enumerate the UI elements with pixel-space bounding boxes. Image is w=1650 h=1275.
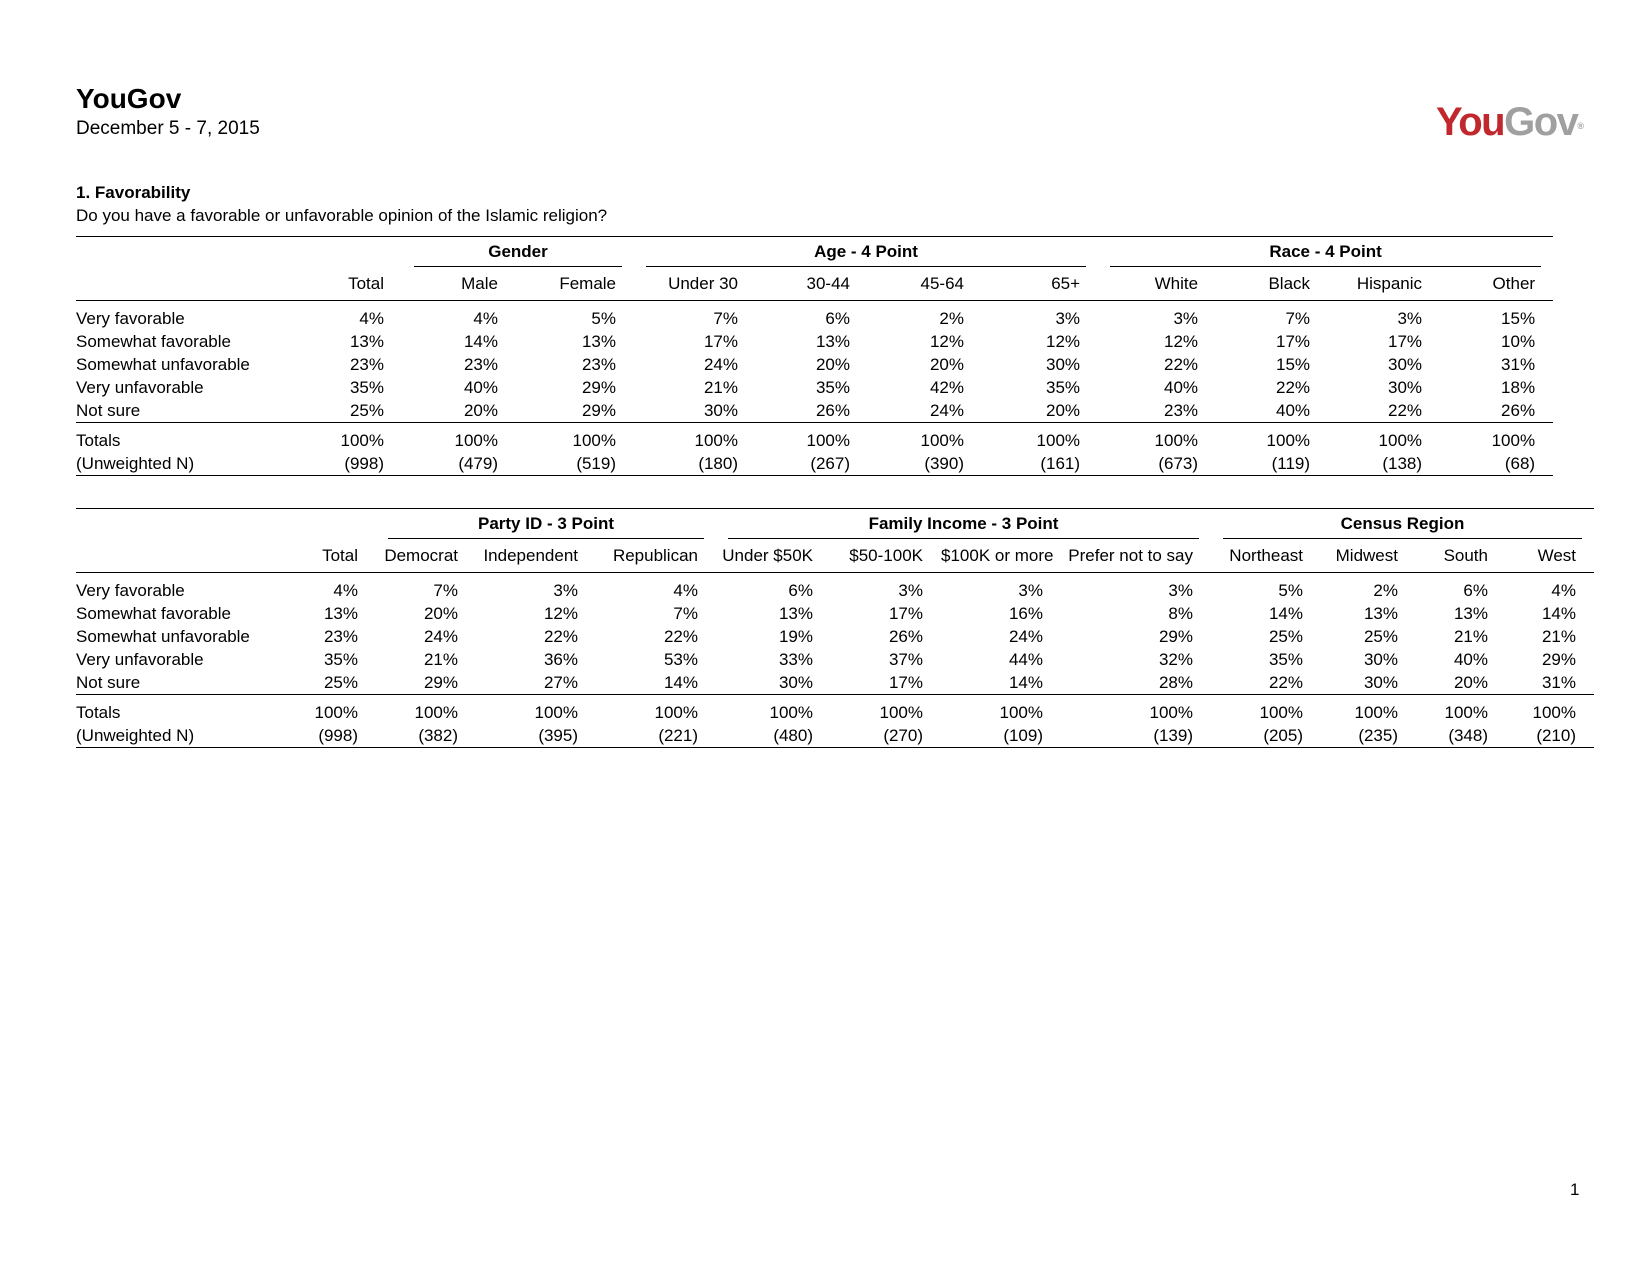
column-header-row (76, 267, 1553, 301)
table-cell: (210) (1506, 724, 1594, 748)
table-cell: 30% (1363, 650, 1398, 669)
table-cell: 26% (1501, 401, 1536, 420)
table-cell: 13% (1453, 604, 1488, 623)
table-cell: 14% (1541, 604, 1576, 623)
table-cell: 12% (1164, 332, 1199, 351)
column-header: Other (1492, 274, 1536, 293)
question-title: 1. Favorability (76, 183, 191, 202)
table-cell: 17% (888, 604, 923, 623)
row-label: Not sure (76, 673, 141, 692)
table-cell: 10% (1501, 332, 1536, 351)
table-cell: (479) (402, 452, 516, 476)
table-cell: 3% (941, 573, 1061, 603)
table-cell: 40% (463, 378, 498, 397)
table-cell: 14% (463, 332, 498, 351)
column-header: Total (348, 274, 384, 293)
column-header: Under 30 (668, 274, 738, 293)
table-cell: 23% (1164, 401, 1199, 420)
column-header: Prefer not to say (1068, 546, 1193, 565)
table-cell: 7% (673, 604, 698, 623)
table-cell: 37% (888, 650, 923, 669)
table-cell: 13% (323, 604, 358, 623)
table-row (76, 376, 1553, 399)
table-cell: 20% (423, 604, 458, 623)
crosstab-table-2 (76, 508, 1594, 748)
table-cell: 100% (982, 423, 1098, 453)
table-cell: (390) (868, 452, 982, 476)
table-cell: 100% (286, 695, 376, 725)
table-cell: 22% (1276, 378, 1311, 397)
table-cell: 20% (929, 355, 964, 374)
column-header: 30-44 (806, 274, 850, 293)
table-cell: 100% (831, 695, 941, 725)
table-cell: 100% (1328, 423, 1440, 453)
table-cell: 23% (463, 355, 498, 374)
column-header: $50-100K (849, 546, 923, 565)
group-header-gender: Gender (402, 237, 634, 268)
table-cell: 12% (1046, 332, 1081, 351)
table-cell: (161) (982, 452, 1098, 476)
table-cell: 18% (1501, 378, 1536, 397)
totals-row (76, 695, 1594, 725)
column-header: Democrat (384, 546, 458, 565)
table-cell: (139) (1061, 724, 1211, 748)
table-cell: 35% (349, 378, 384, 397)
table-cell: 4% (286, 301, 402, 331)
group-header-party: Party ID - 3 Point (376, 509, 716, 540)
table-cell: 13% (581, 332, 616, 351)
table-cell: 22% (1164, 355, 1199, 374)
table-cell: 35% (323, 650, 358, 669)
table-cell: 3% (1098, 301, 1216, 331)
table-cell: 27% (543, 673, 578, 692)
table-cell: 8% (1168, 604, 1193, 623)
table-cell: 24% (423, 627, 458, 646)
table-cell: 19% (778, 627, 813, 646)
table-cell: 17% (703, 332, 738, 351)
table-cell: (348) (1416, 724, 1506, 748)
table-cell: 6% (716, 573, 831, 603)
table-cell: 14% (663, 673, 698, 692)
table-cell: 24% (929, 401, 964, 420)
column-header-row (76, 539, 1594, 573)
row-label: Very favorable (76, 301, 286, 331)
table-cell: 12% (929, 332, 964, 351)
table-cell: 100% (1061, 695, 1211, 725)
column-header: Hispanic (1356, 274, 1423, 293)
table-cell: 16% (1008, 604, 1043, 623)
table-cell: 3% (1061, 573, 1211, 603)
table-cell: 35% (815, 378, 850, 397)
row-label: Very unfavorable (76, 650, 204, 669)
column-header: Male (461, 274, 498, 293)
table-cell: 17% (1388, 332, 1423, 351)
table-cell: 3% (831, 573, 941, 603)
column-header: Black (1268, 274, 1311, 293)
table-cell: 35% (1268, 650, 1303, 669)
table-cell: 21% (1541, 627, 1576, 646)
column-header: Independent (483, 546, 578, 565)
table-cell: (235) (1321, 724, 1416, 748)
table-cell: 7% (634, 301, 756, 331)
table-cell: 14% (1008, 673, 1043, 692)
page-number: 1 (1570, 1180, 1580, 1199)
table-cell: 29% (1158, 627, 1193, 646)
table-cell: 5% (516, 301, 634, 331)
table-cell: 20% (463, 401, 498, 420)
table-cell: 100% (476, 695, 596, 725)
table-cell: 31% (1541, 673, 1576, 692)
table-cell: (395) (476, 724, 596, 748)
table-row (76, 353, 1553, 376)
table-cell: 29% (423, 673, 458, 692)
table-cell: 2% (1321, 573, 1416, 603)
table-cell: 25% (1363, 627, 1398, 646)
table-cell: 30% (778, 673, 813, 692)
table-cell: 7% (1216, 301, 1328, 331)
row-label: (Unweighted N) (76, 452, 286, 476)
table-cell: 23% (349, 355, 384, 374)
row-label: Somewhat favorable (76, 332, 231, 351)
table-cell: 100% (402, 423, 516, 453)
table-cell: 21% (703, 378, 738, 397)
table-cell: 40% (1453, 650, 1488, 669)
table-cell: 7% (376, 573, 476, 603)
table-cell: (673) (1098, 452, 1216, 476)
table-cell: 100% (1321, 695, 1416, 725)
table-cell: 30% (1388, 378, 1423, 397)
table-cell: 100% (1216, 423, 1328, 453)
unweighted-n-row (76, 724, 1594, 748)
table-cell: 13% (815, 332, 850, 351)
question-text: Do you have a favorable or unfavorable opinion of the Islamic religion? (76, 206, 608, 225)
column-header: Republican (612, 546, 698, 565)
totals-row (76, 423, 1553, 453)
report-title: YouGov (76, 83, 182, 114)
table-cell: 100% (716, 695, 831, 725)
table-cell: 25% (1268, 627, 1303, 646)
table-cell: 23% (581, 355, 616, 374)
table-cell: (480) (716, 724, 831, 748)
table-cell: (998) (286, 724, 376, 748)
table-cell: (519) (516, 452, 634, 476)
table-cell: 23% (323, 627, 358, 646)
column-header: Under $50K (722, 546, 813, 565)
table-cell: (119) (1216, 452, 1328, 476)
table-cell: 22% (543, 627, 578, 646)
table-cell: (270) (831, 724, 941, 748)
table-cell: (68) (1440, 452, 1553, 476)
table-cell: 12% (543, 604, 578, 623)
table-cell: 22% (1388, 401, 1423, 420)
table-cell: 100% (941, 695, 1061, 725)
row-label: (Unweighted N) (76, 724, 286, 748)
table-cell: 13% (1363, 604, 1398, 623)
table-cell: 3% (982, 301, 1098, 331)
row-label: Somewhat unfavorable (76, 355, 250, 374)
table-cell: 4% (596, 573, 716, 603)
table-cell: 30% (703, 401, 738, 420)
table-cell: 32% (1158, 650, 1193, 669)
table-cell: 100% (376, 695, 476, 725)
table-cell: 17% (888, 673, 923, 692)
report-date: December 5 - 7, 2015 (76, 118, 260, 139)
table-row (76, 573, 1594, 603)
table-cell: 13% (349, 332, 384, 351)
table-cell: 24% (1008, 627, 1043, 646)
table-cell: 2% (868, 301, 982, 331)
table-cell: 15% (1440, 301, 1553, 331)
table-cell: 100% (634, 423, 756, 453)
table-cell: 5% (1211, 573, 1321, 603)
table-cell: 40% (1164, 378, 1199, 397)
row-label: Somewhat unfavorable (76, 627, 250, 646)
table-cell: 20% (815, 355, 850, 374)
table-row (76, 648, 1594, 671)
table-cell: 100% (1098, 423, 1216, 453)
table-cell: 25% (323, 673, 358, 692)
table-cell: (221) (596, 724, 716, 748)
table-cell: 24% (703, 355, 738, 374)
table-row (76, 301, 1553, 331)
row-label: Not sure (76, 401, 141, 420)
table-cell: 29% (581, 401, 616, 420)
table-row (76, 671, 1594, 695)
group-header-region: Census Region (1211, 509, 1594, 540)
column-header: Northeast (1229, 546, 1303, 565)
table-cell: 15% (1276, 355, 1311, 374)
column-header: Female (559, 274, 616, 293)
table-cell: 100% (1416, 695, 1506, 725)
row-label: Very unfavorable (76, 378, 204, 397)
column-header: West (1537, 546, 1576, 565)
table-cell: 33% (778, 650, 813, 669)
group-header-age: Age - 4 Point (634, 237, 1098, 268)
table-cell: 4% (286, 573, 376, 603)
table-cell: 35% (1046, 378, 1081, 397)
table-cell: (138) (1328, 452, 1440, 476)
table-cell: 36% (543, 650, 578, 669)
table-cell: 25% (349, 401, 384, 420)
table-cell: 42% (929, 378, 964, 397)
table-row (76, 625, 1594, 648)
row-label: Totals (76, 423, 286, 453)
table-cell: 22% (663, 627, 698, 646)
column-header: Total (322, 546, 358, 565)
table-cell: 40% (1276, 401, 1311, 420)
table-cell: 21% (423, 650, 458, 669)
group-header-race: Race - 4 Point (1098, 237, 1553, 268)
table-cell: 100% (1506, 695, 1594, 725)
table-row (76, 330, 1553, 353)
row-label: Very favorable (76, 573, 286, 603)
column-header: 45-64 (920, 274, 964, 293)
table-cell: 100% (286, 423, 402, 453)
table-cell: 44% (1008, 650, 1043, 669)
table-cell: (109) (941, 724, 1061, 748)
column-header: 65+ (1051, 274, 1081, 293)
table-cell: 31% (1501, 355, 1536, 374)
group-header-income: Family Income - 3 Point (716, 509, 1211, 540)
table-cell: 30% (1363, 673, 1398, 692)
table-cell: (998) (286, 452, 402, 476)
table-cell: 17% (1276, 332, 1311, 351)
table-cell: 3% (1328, 301, 1440, 331)
column-header: South (1443, 546, 1488, 565)
table-cell: (382) (376, 724, 476, 748)
table-cell: 4% (402, 301, 516, 331)
table-cell: 100% (1211, 695, 1321, 725)
table-cell: 13% (778, 604, 813, 623)
row-label: Somewhat favorable (76, 604, 231, 623)
table-cell: 53% (663, 650, 698, 669)
table-cell: 20% (1046, 401, 1081, 420)
table-cell: 28% (1158, 673, 1193, 692)
table-cell: 100% (868, 423, 982, 453)
table-cell: 30% (1046, 355, 1081, 374)
table-cell: 21% (1453, 627, 1488, 646)
table-cell: 22% (1268, 673, 1303, 692)
table-cell: 6% (1416, 573, 1506, 603)
table-cell: 20% (1453, 673, 1488, 692)
table-cell: 30% (1388, 355, 1423, 374)
table-cell: 26% (815, 401, 850, 420)
table-cell: (267) (756, 452, 868, 476)
yougov-logo: YouGov® (1436, 100, 1585, 144)
crosstab-table-1 (76, 236, 1553, 476)
table-cell: (180) (634, 452, 756, 476)
column-header: White (1154, 274, 1199, 293)
table-cell: 100% (516, 423, 634, 453)
table-cell: 3% (476, 573, 596, 603)
row-label: Totals (76, 695, 286, 725)
column-header: Midwest (1335, 546, 1398, 565)
table-row (76, 399, 1553, 423)
table-cell: 100% (1440, 423, 1553, 453)
table-cell: 14% (1268, 604, 1303, 623)
table-row (76, 602, 1594, 625)
table-cell: 29% (581, 378, 616, 397)
table-cell: 100% (596, 695, 716, 725)
table-cell: 4% (1506, 573, 1594, 603)
table-cell: 6% (756, 301, 868, 331)
column-header: $100K or more (941, 546, 1054, 565)
table-cell: (205) (1211, 724, 1321, 748)
table-cell: 29% (1541, 650, 1576, 669)
table-cell: 26% (888, 627, 923, 646)
table-cell: 100% (756, 423, 868, 453)
unweighted-n-row (76, 452, 1553, 476)
